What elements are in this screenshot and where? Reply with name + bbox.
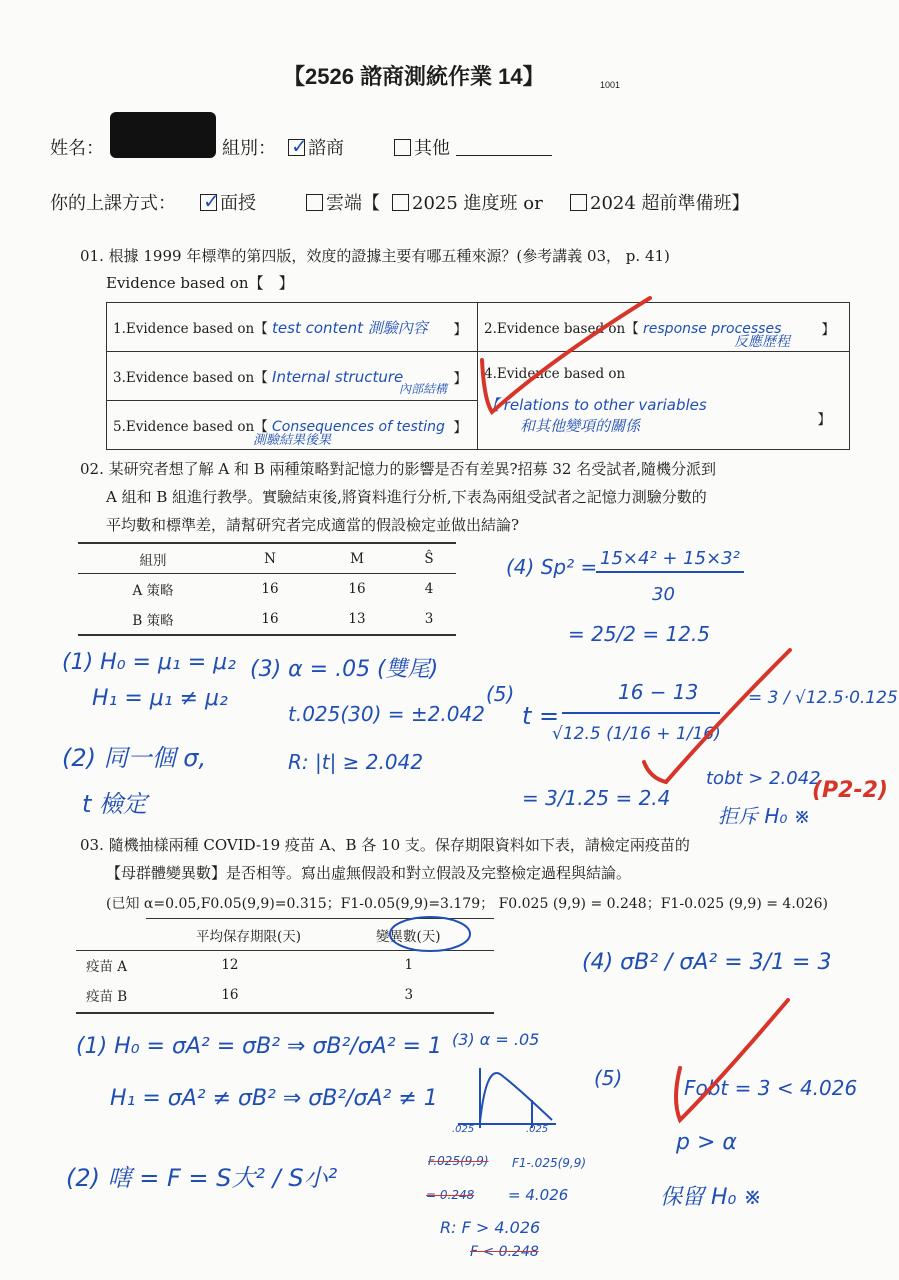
q2-hw-s4-denominator: 30 bbox=[652, 584, 675, 605]
group-option-other[interactable] bbox=[394, 134, 450, 160]
header-cell: N bbox=[264, 550, 276, 567]
redacted-name bbox=[110, 112, 216, 158]
q2-hw-s5d: tobt > 2.042 bbox=[706, 768, 821, 789]
q2-hw-s3b: t.025(30) = ±2.042 bbox=[288, 702, 485, 726]
red-check-icon bbox=[470, 290, 670, 430]
checkbox-checked[interactable] bbox=[288, 134, 308, 158]
q2-hw-s5-t: t = bbox=[522, 702, 560, 730]
cell-label: 5.Evidence based on【 bbox=[113, 419, 268, 435]
handwritten-answer: Consequences of testing bbox=[272, 419, 445, 435]
option-label: 2024 超前準備班】 bbox=[590, 193, 750, 214]
circle-annotation bbox=[386, 912, 478, 958]
q3-hw-tail-right: .025 bbox=[526, 1124, 549, 1135]
checkbox-empty[interactable] bbox=[392, 194, 409, 211]
other-underline bbox=[456, 155, 552, 156]
handwritten-answer-zh: 內部結構 bbox=[399, 382, 448, 396]
q3-hw-s4: (4) σB² / σA² = 3/1 = 3 bbox=[582, 950, 832, 975]
handwritten-answer-zh: 反應歷程 bbox=[734, 334, 790, 350]
q1-sub: Evidence based on【 】 bbox=[106, 274, 294, 292]
class-option-2025[interactable] bbox=[392, 189, 543, 215]
q3-hw-s5a: (5) bbox=[594, 1066, 623, 1090]
cell: 16 bbox=[261, 611, 279, 627]
header-cell: 變異數(天) bbox=[376, 928, 441, 945]
q3-line1: 03. 隨機抽樣兩種 COVID-19 疫苗 A、B 各 10 支。保存期限資料如下表，請檢定兩疫苗的 bbox=[80, 836, 690, 854]
checkbox-empty[interactable] bbox=[570, 194, 587, 211]
evidence-cell-3 bbox=[107, 352, 478, 401]
check-mark-icon: ✓ bbox=[203, 189, 220, 213]
header-cell: 平均保存期限(天) bbox=[196, 928, 302, 945]
q2-hw-s5e: 拒斥 H₀ ※ bbox=[718, 804, 811, 828]
cell: 3 bbox=[424, 611, 434, 627]
grade-mark: (P2-2) bbox=[812, 778, 888, 803]
cell-label: 2.Evidence based on【 bbox=[484, 321, 639, 337]
check-mark-icon: ✓ bbox=[291, 134, 308, 158]
q3-hw-s3g: R: F > 4.026 bbox=[440, 1218, 541, 1237]
handwritten-answer: Internal structure bbox=[272, 368, 404, 386]
q2-hw-s5c: = 3/1.25 = 2.4 bbox=[522, 786, 671, 810]
evidence-cell-1 bbox=[107, 303, 478, 352]
cell-end: 】 bbox=[817, 412, 831, 428]
group-label: 組別： bbox=[222, 138, 276, 159]
q2-hw-s5-numerator: 16 − 13 bbox=[618, 680, 699, 704]
q3-hw-s5c: p > α bbox=[676, 1130, 737, 1155]
strategy-table bbox=[78, 543, 456, 634]
page-title: 【2526 諮商測統作業 14】 bbox=[283, 64, 545, 89]
cell: 疫苗 B bbox=[86, 989, 128, 1005]
option-label: 面授 bbox=[220, 193, 256, 214]
q3-hw-s5b: Fobt = 3 < 4.026 bbox=[684, 1076, 858, 1100]
table-bottom-rule bbox=[78, 634, 456, 636]
q3-hw-s2: (2) 嗐 = F = S大² / S小² bbox=[66, 1164, 338, 1192]
q2-hw-s4-numerator: 15×4² + 15×3² bbox=[596, 548, 744, 573]
q3-hw-tail-left: .025 bbox=[452, 1124, 475, 1135]
table-row bbox=[76, 980, 494, 1010]
q1-text: 01. 根據 1999 年標準的第四版，效度的證據主要有哪五種來源？(參考講義 03， p. 41) bbox=[80, 247, 670, 265]
option-label: 諮商 bbox=[308, 138, 344, 159]
q3-hw-s3h: F < 0.248 bbox=[470, 1244, 539, 1260]
handwritten-answer: 【 relations to other variables bbox=[484, 396, 707, 414]
cell: 16 bbox=[348, 581, 366, 597]
cell: 1 bbox=[404, 957, 414, 973]
checkbox-empty[interactable] bbox=[306, 194, 323, 211]
evidence-cell-5 bbox=[107, 401, 478, 450]
handwritten-answer: test content 測驗內容 bbox=[272, 318, 428, 337]
table-header-row bbox=[78, 543, 456, 574]
q3-hw-s3d: F1-.025(9,9) bbox=[512, 1156, 587, 1170]
name-label: 姓名： bbox=[50, 138, 104, 159]
class-label: 你的上課方式： bbox=[50, 193, 176, 214]
q2-hw-s3c: R: |t| ≥ 2.042 bbox=[288, 750, 424, 774]
q2-hw-s3a: (3) α = .05 (雙尾) bbox=[250, 657, 439, 682]
q3-hw-s5d: 保留 H₀ ※ bbox=[660, 1185, 762, 1210]
cell-label: 3.Evidence based on【 bbox=[113, 370, 268, 386]
cell-label: 4.Evidence based on bbox=[484, 366, 626, 382]
cell-end: 】 bbox=[453, 322, 467, 338]
cell: 16 bbox=[261, 581, 279, 597]
q3-line3: (已知 α=0.05,F0.05(9,9)=0.315；F1-0.05(9,9)=3.179； F0.025 (9,9) = 0.248；F1-0.025 (9,9) = 4.026) bbox=[106, 896, 828, 912]
checkbox-empty[interactable] bbox=[394, 139, 411, 156]
q3-hw-s3: (3) α = .05 bbox=[452, 1030, 540, 1049]
form-code: 1001 bbox=[600, 80, 621, 90]
class-option-cloud[interactable] bbox=[306, 189, 380, 215]
group-option-counseling[interactable] bbox=[288, 134, 344, 160]
checkbox-checked[interactable] bbox=[200, 189, 220, 213]
q2-line1: 02. 某研究者想了解 A 和 B 兩種策略對記憶力的影響是否有差異?招募 32 名受試者,隨機分派到 bbox=[80, 460, 716, 478]
table-bottom-rule bbox=[76, 1012, 494, 1014]
cell: B 策略 bbox=[132, 613, 174, 629]
header-cell: 組別 bbox=[139, 552, 167, 569]
cell-end: 】 bbox=[453, 371, 467, 387]
option-label: 其他 bbox=[414, 138, 450, 159]
option-label: 2025 進度班 or bbox=[412, 193, 543, 214]
q2-hw-h1: H₁ = μ₁ ≠ μ₂ bbox=[92, 686, 228, 711]
q2-hw-s4b: = 25/2 = 12.5 bbox=[568, 622, 711, 646]
cell-label: 1.Evidence based on【 bbox=[113, 320, 268, 337]
table-row bbox=[78, 604, 456, 634]
handwritten-answer-zh: 和其他變項的關係 bbox=[520, 417, 641, 435]
q3-line2: 【母群體變異數】是否相等。寫出虛無假設和對立假設及完整檢定過程與結論。 bbox=[106, 864, 632, 882]
red-check-icon bbox=[630, 640, 810, 800]
cell: 16 bbox=[221, 987, 239, 1003]
q3-hw-s3e: = 0.248 bbox=[426, 1188, 475, 1202]
cell: 疫苗 A bbox=[86, 959, 128, 975]
q2-hw-s4a: (4) Sp² = bbox=[506, 555, 598, 579]
handwritten-answer: response processes bbox=[643, 321, 782, 337]
q2-hw-s5-denominator: √12.5 (1/16 + 1/16) bbox=[552, 724, 721, 744]
cell: 12 bbox=[221, 957, 239, 973]
cell: 4 bbox=[424, 581, 434, 597]
q3-hw-s3f: = 4.026 bbox=[508, 1186, 569, 1204]
q3-hw-h0: (1) H₀ = σA² = σB² ⇒ σB²/σA² = 1 bbox=[76, 1034, 442, 1059]
cell: 3 bbox=[404, 987, 414, 1003]
q2-hw-s2b: t 檢定 bbox=[82, 790, 148, 818]
header-cell: M bbox=[350, 550, 364, 567]
q2-hw-s2a: (2) 同一個 σ, bbox=[62, 744, 207, 772]
q2-hw-s5-label: (5) bbox=[486, 682, 515, 706]
cell-end: 】 bbox=[821, 322, 835, 338]
q2-hw-s5-eq: = 3 / √12.5·0.125 bbox=[748, 688, 898, 708]
class-option-inperson[interactable] bbox=[200, 189, 256, 215]
table-row bbox=[78, 574, 456, 604]
option-label: 雲端【 bbox=[326, 193, 380, 214]
red-check-icon bbox=[650, 990, 800, 1140]
class-option-2024[interactable] bbox=[570, 189, 750, 215]
cell: 13 bbox=[348, 611, 366, 627]
q3-hw-h1: H₁ = σA² ≠ σB² ⇒ σB²/σA² ≠ 1 bbox=[110, 1086, 438, 1111]
cell-end: 】 bbox=[453, 420, 467, 436]
q2-hw-h0: (1) H₀ = μ₁ = μ₂ bbox=[62, 650, 236, 675]
cell: A 策略 bbox=[132, 583, 174, 599]
q2-line2: A 組和 B 組進行教學。實驗結束後,將資料進行分析,下表為兩組受試者之記憶力測驗分數的 bbox=[106, 488, 707, 506]
q3-hw-s3c: F.025(9,9) bbox=[428, 1154, 489, 1168]
q2-line3: 平均數和標準差，請幫研究者完成適當的假設檢定並做出結論? bbox=[106, 516, 520, 534]
header-cell: Ŝ bbox=[424, 550, 434, 567]
handwritten-answer-zh: 測驗結果後果 bbox=[253, 433, 332, 448]
